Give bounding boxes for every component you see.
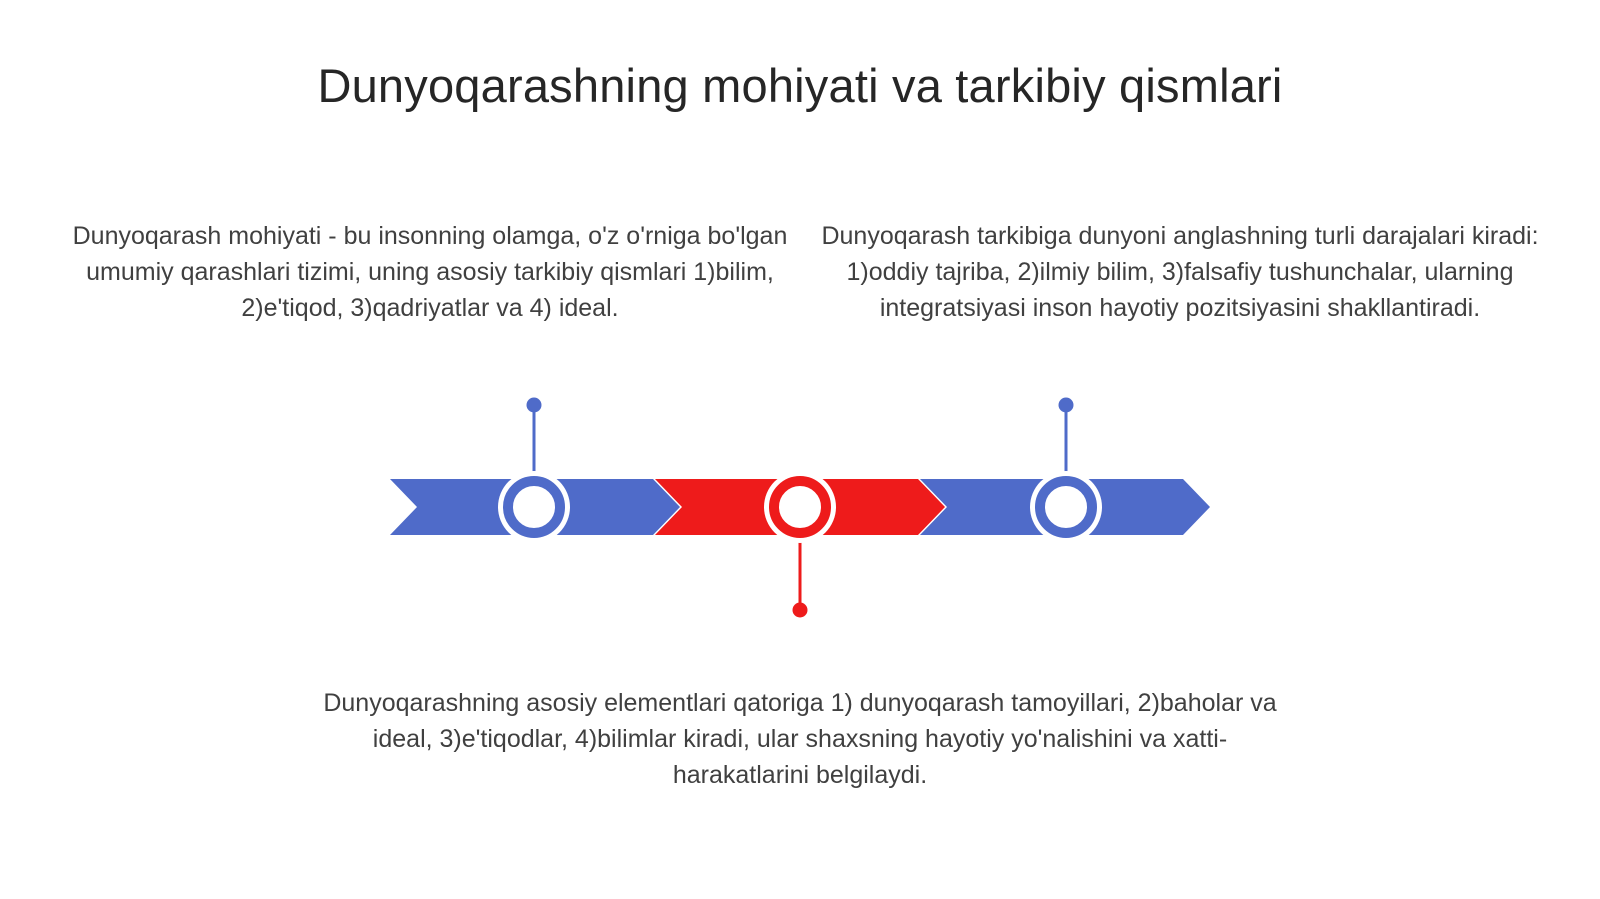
timeline-endpoint-dot-3 (1059, 398, 1074, 413)
timeline-item-3-text: Dunyoqarash tarkibiga dunyoni anglashning turli darajalari kiradi: 1)oddiy tajriba, 2)ilmiy bilim, 3)falsafiy tushunchalar, ularning integratsiyasi inson hayotiy pozitsiyasini shakllantiradi. (821, 222, 1539, 322)
timeline-marker-2 (764, 471, 836, 543)
slide-title: Dunyoqarashning mohiyati va tarkibiy qismlari (317, 59, 1283, 112)
timeline-marker-3 (1030, 471, 1102, 543)
timeline-item-2-text: Dunyoqarashning asosiy elementlari qatoriga 1) dunyoqarash tamoyillari, 2)baholar va ideal, 3)e'tiqodlar, 4)bilimlar kiradi, ular shaxsning hayotiy yo'nalishini va xatti-harakatlarini belgilaydi. (323, 689, 1277, 789)
timeline-marker-1 (498, 471, 570, 543)
timeline-endpoint-dot-1 (527, 398, 542, 413)
timeline-item-1-text: Dunyoqarash mohiyati - bu insonning olamga, o'z o'rniga bo'lgan umumiy qarashlari tizimi, uning asosiy tarkibiy qismlari 1)bilim, 2)e'tiqod, 3)qadriyatlar va 4) ideal. (72, 222, 788, 322)
timeline-endpoint-dot-2 (793, 603, 808, 618)
